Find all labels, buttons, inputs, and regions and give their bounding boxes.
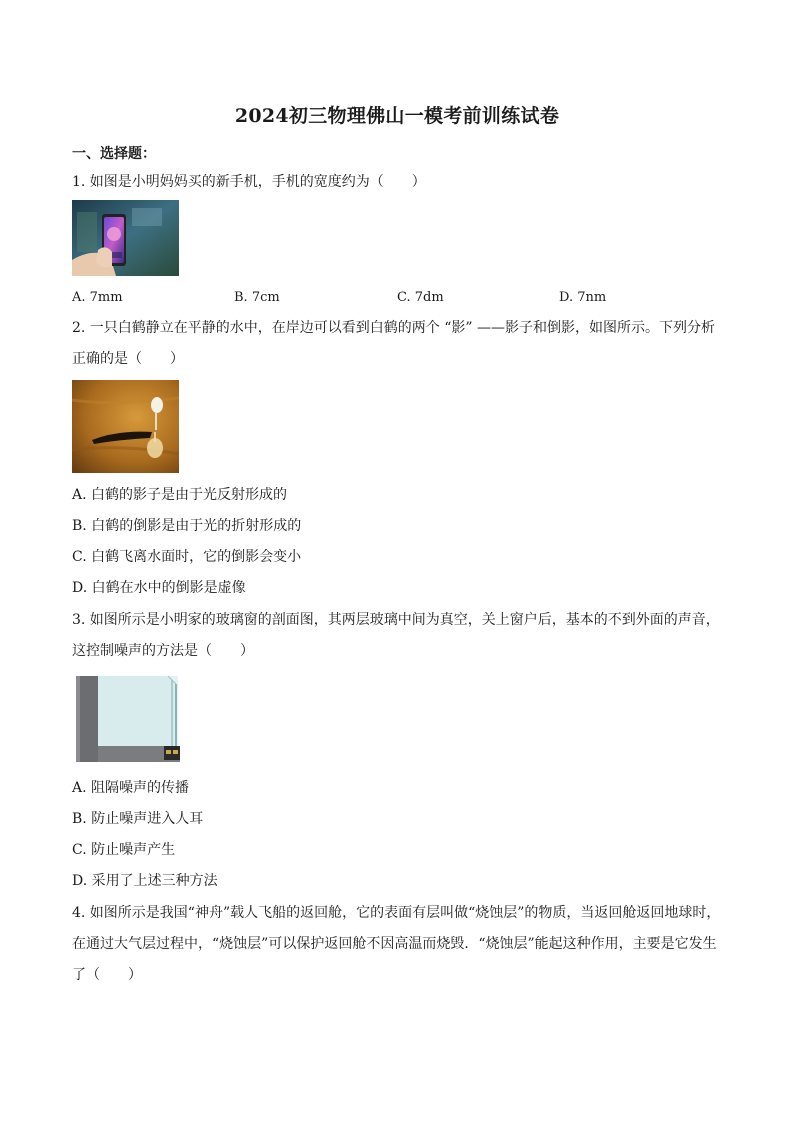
q3-option-b: B. 防止噪声进入人耳	[72, 811, 204, 827]
q2-stem-line-2: 正确的是（ ）	[72, 351, 184, 367]
q1-option-d: D. 7nm	[559, 290, 607, 305]
phone-photo	[72, 200, 179, 276]
q3-option-a: A. 阻隔噪声的传播	[72, 780, 190, 796]
q4-stem-line-1: 4. 如图所示是我国“神舟”载人飞船的返回舱，它的表面有层叫做“烧蚀层”的物质，当返回舱返回地球时，	[72, 905, 721, 921]
window-cross-section-photo	[72, 672, 184, 764]
crane-photo	[72, 380, 179, 473]
q2-option-d: D. 白鹤在水中的倒影是虚像	[72, 580, 246, 596]
section-heading: 一、选择题：	[72, 146, 156, 162]
q2-stem-line-1: 2. 一只白鹤静立在平静的水中，在岸边可以看到白鹤的两个 “影” ——影子和倒影，如图所示。下列分析	[72, 320, 716, 336]
page-title: 2024初三物理佛山一模考前训练试卷	[234, 105, 560, 127]
q3-stem-line-2: 这控制噪声的方法是（ ）	[72, 643, 254, 659]
q2-option-b: B. 白鹤的倒影是由于光的折射形成的	[72, 518, 302, 534]
q4-stem-line-2: 在通过大气层过程中，“烧蚀层”可以保护返回舱不因高温而烧毁．“烧蚀层”能起这种作用，主要是它发生	[72, 936, 717, 952]
q1-option-b: B. 7cm	[234, 290, 280, 305]
q1-stem: 1. 如图是小明妈妈买的新手机，手机的宽度约为（ ）	[72, 174, 426, 190]
q1-option-c: C. 7dm	[397, 290, 444, 305]
q2-option-c: C. 白鹤飞离水面时，它的倒影会变小	[72, 549, 302, 565]
q3-option-c: C. 防止噪声产生	[72, 842, 176, 858]
q2-option-a: A. 白鹤的影子是由于光反射形成的	[72, 487, 288, 503]
q4-stem-line-3: 了（ ）	[72, 967, 142, 983]
q1-option-a: A. 7mm	[72, 290, 123, 305]
q3-option-d: D. 采用了上述三种方法	[72, 873, 218, 889]
q3-stem-line-1: 3. 如图所示是小明家的玻璃窗的剖面图，其两层玻璃中间为真空，关上窗户后，基本的不到外面的声音，	[72, 612, 720, 628]
